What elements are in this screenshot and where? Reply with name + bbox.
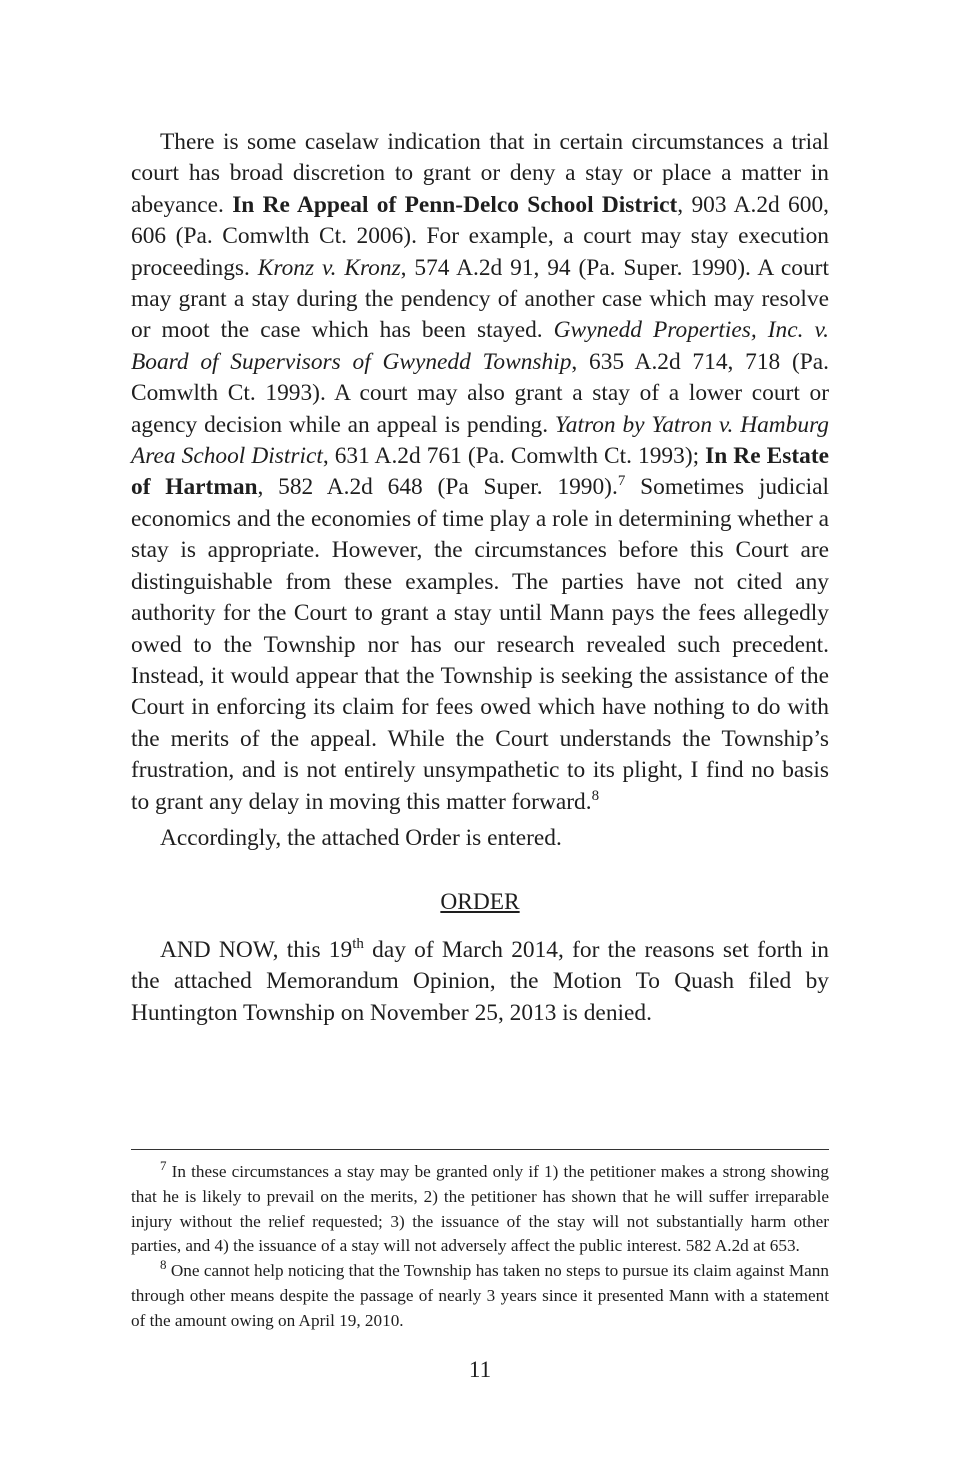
footnote-8 (131, 1259, 829, 1333)
case-citation-yatron: Yatron by Yatron v. Hamburg Area School District (131, 411, 829, 470)
footnote-7 (131, 1160, 829, 1259)
footnote-text: In these circumstances a stay may be granted only if 1) the petitioner makes a strong showing that he is likely to prevail on the merits, 2) the petitioner has shown that he will suffer irreparable injury without the relief requested; 3) the issuance of the stay will not substantially harm other parties, and 4) the issuance of a stay will not adversely affect the public interest. 582 A.2d at 653. (131, 1162, 829, 1256)
paragraph-stay-discussion (131, 127, 829, 818)
footnote-ref-8: 8 (591, 787, 600, 804)
ordinal-suffix: th (352, 935, 364, 952)
footnotes (131, 1160, 829, 1334)
footnote-number: 8 (160, 1257, 167, 1273)
text-run: Sometimes judicial economics and the economies of time play a role in determining whether a stay is appropriate. However, the circumstances before this Court are distinguishable from these examples. The parties have not cited any authority for the Court to grant a stay until Mann pays the fees allegedly owed to the Township nor has our research revealed such precedent. Instead, it would appear that the Township is seeking the assistance of the Court in enforcing its claim for fees owed which have nothing to do with the merits of the appeal. While the Court understands the Township’s frustration, and is not entirely unsympathetic to its plight, I find no basis to grant any delay in moving this matter forward. (131, 474, 829, 815)
case-citation-hartman: In Re Estate of Hartman (131, 443, 829, 501)
text-run: day of March 2014, for the reasons set forth in the attached Memorandum Opinion, the Motion To Quash filed by Huntington Township on November 25, 2013 is denied. (131, 936, 830, 1026)
footnote-divider (131, 1149, 829, 1150)
text-run: , 631 A.2d 761 (Pa. Comwlth Ct. 1993); (322, 443, 706, 470)
case-citation-gwynedd: Gwynedd Properties, Inc. v. Board of Supervisors of Gwynedd Township (131, 317, 829, 375)
paragraph-accordingly: Accordingly, the attached Order is entered. (160, 824, 562, 851)
page-number: 11 (468, 1357, 492, 1382)
text-run: There is some caselaw indication that in certain circumstances a trial court has broad discretion to grant or deny a stay or place a matter in abeyance. (131, 129, 829, 218)
order-paragraph (131, 935, 829, 1029)
order-heading: ORDER (440, 889, 520, 916)
text-run: , 582 A.2d 648 (Pa Super. 1990). (257, 474, 618, 501)
opinion-body (131, 127, 829, 1029)
text-run: , 903 A.2d 600, 606 (Pa. Comwlth Ct. 2006). For example, a court may stay execution proceedings. (131, 191, 829, 281)
footnote-text: One cannot help noticing that the Township has taken no steps to pursue its claim against Mann through other means despite the passage of nearly 3 years since it presented Mann with a statement of the amount owing on April 19, 2010. (131, 1261, 829, 1330)
text-run: AND NOW, this 19 (160, 936, 353, 963)
text-run: , 635 A.2d 714, 718 (Pa. Comwlth Ct. 1993). A court may also grant a stay of a lower court or agency decision while an appeal is pending. (131, 348, 829, 438)
case-citation-kronz: Kronz v. Kronz (257, 254, 401, 281)
footnote-number: 7 (160, 1158, 167, 1173)
text-run: , 574 A.2d 91, 94 (Pa. Super. 1990). A court may grant a stay during the pendency of another case which may resolve or moot the case which has been stayed. (131, 254, 829, 344)
case-citation-penn-delco: In Re Appeal of Penn-Delco School District (232, 191, 678, 218)
footnote-ref-7: 7 (617, 473, 626, 490)
